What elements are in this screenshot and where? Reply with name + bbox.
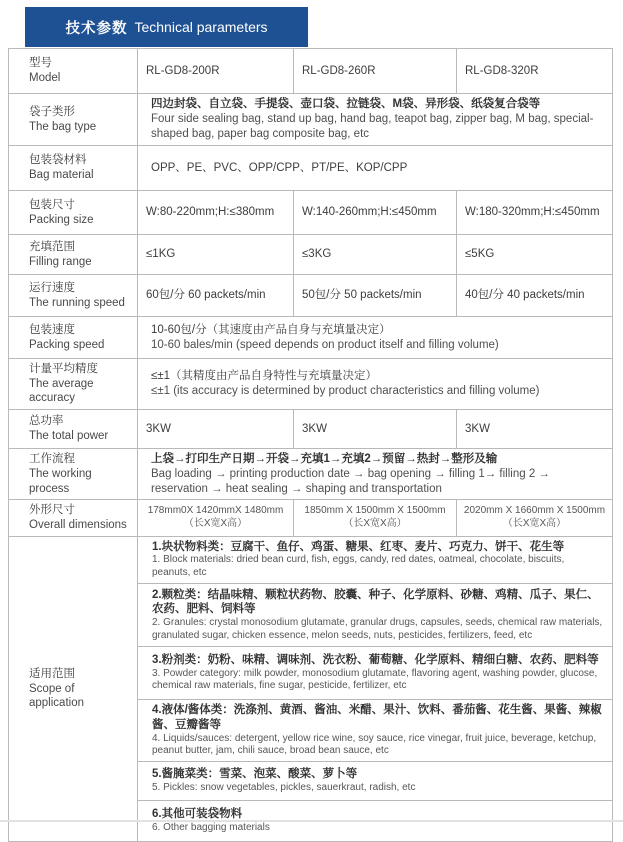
technical-parameters-table (8, 48, 613, 842)
row-running-speed (9, 275, 613, 317)
row-label-packing-size (9, 191, 138, 235)
dimension-note: （长X宽X高） (343, 518, 407, 530)
row-working-process (9, 449, 613, 500)
row-scope-1 (9, 536, 613, 583)
cell-running-speed-3: 40包/分 40 packets/min (457, 275, 613, 317)
row-packing-size (9, 191, 613, 235)
label-cn: 适用范围 (29, 667, 75, 680)
cell-dimensions-1 (138, 500, 294, 536)
row-label-dimensions (9, 500, 138, 536)
scope-item-cn: 4.液体/酱体类：洗涤剂、黄酒、酱油、米醋、果汁、饮料、番茄酱、花生酱、果酱、辣椒酱、豆瓣酱等 (152, 704, 602, 731)
title-banner (25, 7, 308, 47)
row-filling-range (9, 235, 613, 275)
label-en: Scope of application (29, 682, 84, 710)
cell-dimensions-3 (457, 500, 613, 536)
cell-total-power-2: 3KW (294, 410, 457, 449)
row-bag-type (9, 94, 613, 146)
dimension-note: （长X宽X高） (502, 518, 567, 530)
row-label-total-power (9, 410, 138, 449)
cell-model-2: RL-GD8-260R (294, 49, 457, 94)
row-label-running-speed (9, 275, 138, 317)
label-cn: 包装尺寸 (29, 198, 75, 211)
cell-packing-size-2: W:140-260mm;H:≤450mm (294, 191, 457, 235)
row-label-accuracy (9, 359, 138, 410)
row-accuracy (9, 359, 613, 410)
working-process-en: Bag loading → printing production date → bag opening → filling 1→ filling 2 → reservation → heat sealing → shaping and transportation (151, 467, 550, 495)
page-bottom-shadow (0, 820, 623, 822)
label-cn: 充填范围 (29, 240, 75, 253)
label-en: The total power (29, 430, 109, 443)
label-cn: 计量平均精度 (29, 363, 98, 375)
scope-item-4 (138, 700, 613, 762)
label-en: The working process (29, 467, 92, 495)
cell-accuracy (138, 359, 613, 410)
label-cn: 外形尺寸 (29, 504, 75, 517)
scope-item-cn: 2.颗粒类：结晶味精、颗粒状药物、胶囊、种子、化学原料、砂糖、鸡精、瓜子、果仁、农药、肥料、饲料等 (152, 588, 599, 616)
scope-item-cn: 5.酱腌菜类：雪菜、泡菜、酸菜、萝卜等 (152, 768, 358, 781)
working-process-cn: 上袋→打印生产日期→开袋→充填1→充填2→预留→热封→整形及输 (151, 453, 498, 466)
cell-filling-range-1: ≤1KG (138, 235, 294, 275)
label-cn: 包装速度 (29, 323, 75, 336)
row-dimensions (9, 500, 613, 536)
label-en: Packing speed (29, 338, 105, 351)
scope-item-cn: 1.块状物料类：豆腐干、鱼仔、鸡蛋、糖果、红枣、麦片、巧克力、饼干、花生等 (152, 540, 565, 553)
cell-model-3: RL-GD8-320R (457, 49, 613, 94)
row-label-scope (9, 536, 138, 841)
cell-total-power-3: 3KW (457, 410, 613, 449)
accuracy-cn: ≤±1（其精度由产品自身特性与充填量决定） (151, 370, 378, 383)
row-bag-material (9, 146, 613, 191)
label-en: The bag type (29, 120, 97, 133)
label-en: Overall dimensions (29, 519, 127, 532)
scope-item-en: 4. Liquids/sauces: detergent, yellow rice wine, soy sauce, rice vinegar, fruit juice, beverage, ketchup, peanut butter, jam, chili sauce, broad bean sauce, etc (152, 732, 597, 757)
dimension-value: 1850mm X 1500mm X 1500mm (304, 505, 446, 517)
scope-item-en: 2. Granules: crystal monosodium glutamate, granular drugs, capsules, seeds, chemical raw materials, granulated sugar, chicken essence, melon seeds, nuts, pesticides, fertilizers, feed, etc (152, 616, 603, 641)
label-en: The running speed (29, 296, 125, 309)
cell-dimensions-2 (294, 500, 457, 536)
label-en: Model (29, 72, 61, 84)
cell-working-process (138, 449, 613, 500)
scope-item-3 (138, 647, 613, 700)
label-en: The average accuracy (29, 377, 94, 405)
row-label-bag-type (9, 94, 138, 146)
cell-bag-type (138, 94, 613, 146)
scope-item-5 (138, 762, 613, 801)
cell-bag-material: OPP、PE、PVC、OPP/CPP、PT/PE、KOP/CPP (138, 146, 613, 191)
scope-item-en: 5. Pickles: snow vegetables, pickles, sauerkraut, radish, etc (152, 782, 416, 794)
cell-filling-range-2: ≤3KG (294, 235, 457, 275)
page-title-en: Technical parameters (134, 19, 268, 35)
scope-item-en: 1. Block materials: dried bean curd, fish, eggs, candy, red dates, oatmeal, chocolate, biscuits, peanuts, etc (152, 554, 565, 579)
cell-model-1: RL-GD8-200R (138, 49, 294, 94)
cell-filling-range-3: ≤5KG (457, 235, 613, 275)
row-packing-speed (9, 317, 613, 359)
label-en: Filling range (29, 255, 92, 268)
cell-total-power-1: 3KW (138, 410, 294, 449)
row-label-working-process (9, 449, 138, 500)
row-model (9, 49, 613, 94)
scope-item-cn: 3.粉剂类：奶粉、味精、调味剂、洗衣粉、葡萄糖、化学原料、精细白糖、农药、肥料等 (152, 653, 599, 666)
cell-running-speed-1: 60包/分 60 packets/min (138, 275, 294, 317)
cell-packing-speed (138, 317, 613, 359)
row-total-power (9, 410, 613, 449)
label-cn: 运行速度 (29, 281, 75, 294)
scope-item-2 (138, 584, 613, 647)
label-en: Bag material (29, 169, 94, 181)
packing-speed-en: 10-60 bales/min (speed depends on product itself and filling volume) (151, 338, 499, 351)
dimension-value: 178mm0X 1420mmX 1480mm (147, 505, 284, 517)
bag-type-cn: 四边封袋、自立袋、手提袋、壶口袋、拉链袋、M袋、异形袋、纸袋复合袋等 (151, 98, 541, 111)
cell-packing-size-3: W:180-320mm;H:≤450mm (457, 191, 613, 235)
row-label-bag-material (9, 146, 138, 191)
scope-item-en: 3. Powder category: milk powder, monosodium glutamate, flavoring agent, washing powder, glucose, chemical raw materials, fine sugar, pesticide, fertilizer, etc (152, 667, 598, 692)
label-cn: 袋子类形 (29, 105, 75, 118)
label-cn: 工作流程 (29, 453, 75, 466)
label-cn: 总功率 (29, 415, 64, 428)
row-label-packing-speed (9, 317, 138, 359)
label-cn: 型号 (29, 57, 52, 70)
accuracy-en: ≤±1 (its accuracy is determined by product characteristics and filling volume) (151, 385, 540, 398)
scope-item-cn: 6.其他可装袋物料 (152, 808, 243, 821)
row-label-model (9, 49, 138, 94)
label-en: Packing size (29, 213, 94, 226)
cell-packing-size-1: W:80-220mm;H:≤380mm (138, 191, 294, 235)
dimension-note: （长X宽X高） (183, 518, 248, 530)
scope-item-en: 6. Other bagging materials (152, 822, 270, 834)
bag-type-en: Four side sealing bag, stand up bag, hand bag, teapot bag, zipper bag, M bag, special-shaped bag, paper bag composite bag, etc (151, 113, 594, 140)
dimension-value: 2020mm X 1660mm X 1500mm (463, 505, 606, 517)
cell-running-speed-2: 50包/分 50 packets/min (294, 275, 457, 317)
page-title-cn: 技术参数 (65, 20, 128, 37)
row-label-filling-range (9, 235, 138, 275)
label-cn: 包装袋材料 (29, 154, 87, 167)
scope-item-1 (138, 536, 613, 583)
packing-speed-cn: 10-60包/分（其速度由产品自身与充填量决定） (151, 323, 391, 336)
